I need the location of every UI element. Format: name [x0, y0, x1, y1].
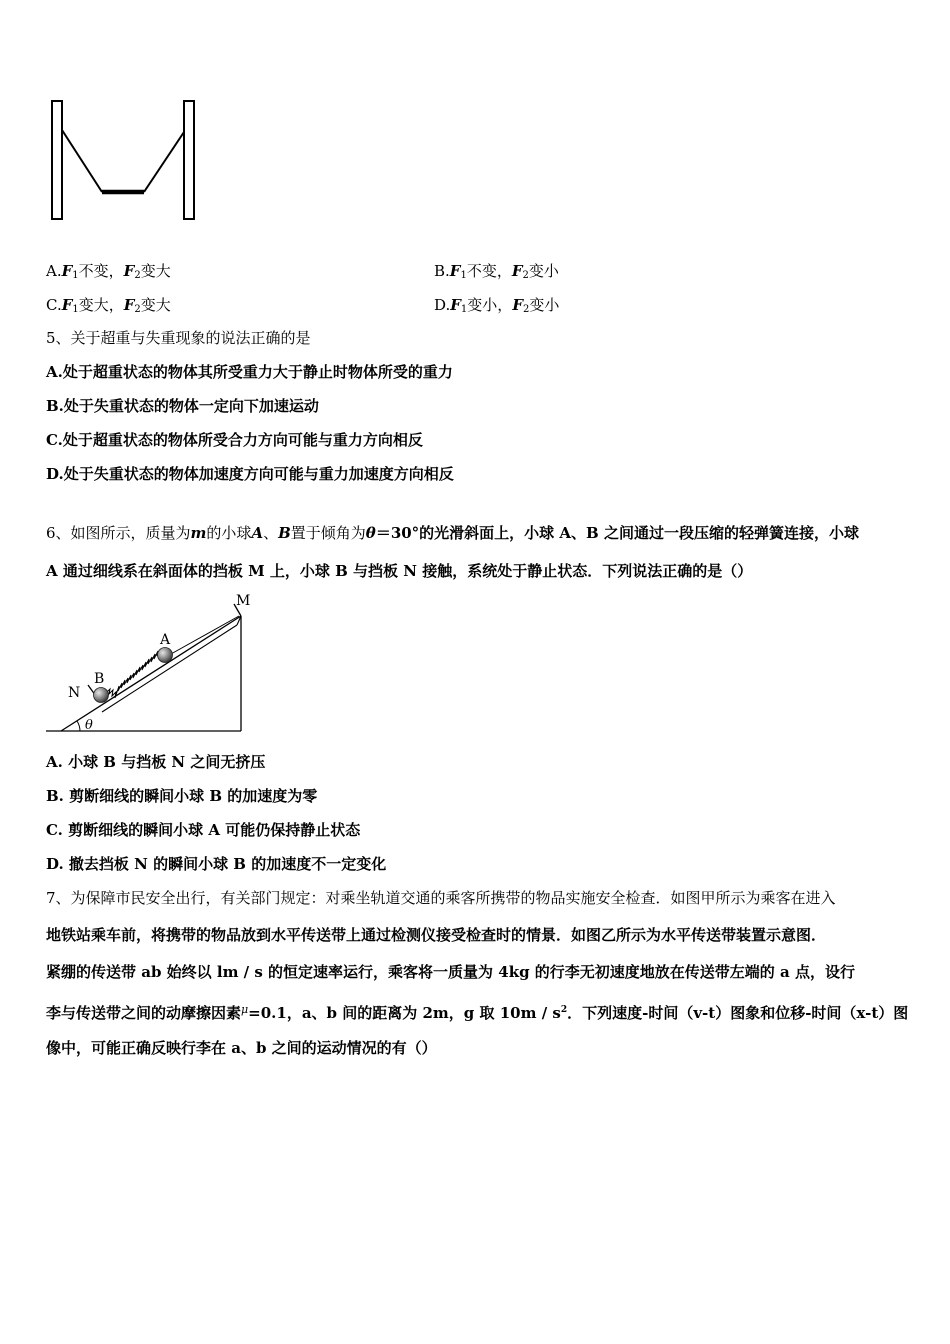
ball-a-symbol: A: [251, 524, 264, 542]
mass-symbol: m: [190, 524, 207, 542]
subscript: 1: [72, 270, 79, 281]
angle-arc: [77, 721, 80, 731]
q7-line1: 7、为保障市民安全出行，有关部门规定：对乘坐轨道交通的乘客所携带的物品实施安全检查．如图甲所示为乘客在进入: [46, 889, 836, 907]
right-post: [184, 101, 194, 219]
force-symbol: F: [123, 262, 135, 280]
stem-text: 6、如图所示，质量为: [46, 524, 191, 542]
force-symbol: F: [511, 262, 523, 280]
incline-surface: [61, 616, 241, 731]
hanging-rope-figure: [44, 96, 204, 226]
q6-option-c[interactable]: C. 剪断细线的瞬间小球 A 可能仍保持静止状态: [46, 821, 361, 839]
subscript: 1: [72, 304, 79, 315]
q7-line4: [46, 1000, 908, 1023]
subscript: 1: [460, 304, 468, 315]
label-theta: θ: [85, 718, 93, 733]
incline-figure: [44, 588, 264, 738]
mu-symbol: μ: [241, 1003, 249, 1016]
theta-symbol: θ: [365, 524, 376, 542]
q7-line2: 地铁站乘车前，将携带的物品放到水平传送带上通过检测仪接受检查时的情景．如图乙所示为水平传送带装置示意图．: [46, 926, 827, 944]
subscript: 2: [134, 304, 141, 315]
q4-option-b[interactable]: [434, 260, 559, 281]
option-text: 变小，: [467, 296, 513, 314]
option-letter: D.: [434, 296, 451, 314]
q4-option-a[interactable]: [46, 260, 171, 281]
force-symbol: F: [449, 262, 461, 280]
q7-line3: 紧绷的传送带 ab 始终以 lm / s 的恒定速率运行，乘客将一质量为 4kg 的行李无初速度地放在传送带左端的 a 点，设行: [46, 963, 855, 981]
label-m: M: [236, 593, 251, 609]
stem-text: ．下列速度-时间（v-t）图象和位移-时间（x-t）图: [567, 1004, 909, 1022]
stem-text: 李与传送带之间的动摩擦因素: [46, 1004, 242, 1022]
q4-option-c[interactable]: [46, 294, 171, 315]
stem-text: 、: [263, 524, 279, 542]
right-rope: [144, 132, 184, 192]
force-symbol: F: [450, 296, 461, 314]
force-symbol: F: [123, 296, 135, 314]
option-letter: C.: [46, 296, 62, 314]
option-text: 变小: [529, 296, 560, 314]
q7-line5: 像中，可能正确反映行李在 a、b 之间的运动情况的有（）: [46, 1039, 437, 1057]
q5-option-d[interactable]: D.处于失重状态的物体加速度方向可能与重力加速度方向相反: [46, 465, 454, 483]
stem-text: 置于倾角为: [290, 524, 366, 542]
q5-option-b[interactable]: B.处于失重状态的物体一定向下加速运动: [46, 397, 319, 415]
label-a: A: [160, 632, 171, 648]
force-symbol: F: [61, 262, 73, 280]
q6-option-b[interactable]: B. 剪断细线的瞬间小球 B 的加速度为零: [46, 787, 318, 805]
q6-stem-line1: [46, 523, 859, 543]
q6-option-a[interactable]: A. 小球 B 与挡板 N 之间无挤压: [46, 753, 266, 771]
subscript: 2: [134, 270, 141, 281]
option-text: 不变，: [466, 262, 512, 280]
option-letter: B.: [434, 262, 450, 280]
ball-a: [158, 648, 173, 663]
q5-option-c[interactable]: C.处于超重状态的物体所受合力方向可能与重力方向相反: [46, 431, 423, 449]
stem-text: 的小球: [206, 524, 252, 542]
left-post: [52, 101, 62, 219]
q6-stem-line2: A 通过细线系在斜面体的挡板 M 上，小球 B 与挡板 N 接触，系统处于静止状态．下列说法正确的是（）: [46, 562, 753, 580]
option-text: 变大: [140, 296, 171, 314]
q5-option-a[interactable]: A.处于超重状态的物体其所受重力大于静止时物体所受的重力: [46, 363, 453, 381]
option-text: 变小: [528, 262, 559, 280]
subscript: 1: [460, 270, 467, 281]
force-symbol: F: [512, 296, 523, 314]
option-text: 不变，: [78, 262, 124, 280]
option-text: 变大，: [78, 296, 124, 314]
superscript: 2: [560, 1005, 568, 1015]
thread: [171, 616, 239, 654]
stem-text: ＝30°的光滑斜面上，小球 A、B 之间通过一段压缩的轻弹簧连接，小球: [375, 524, 859, 542]
subscript: 2: [522, 270, 529, 281]
subscript: 2: [522, 304, 530, 315]
q5-stem: 5、关于超重与失重现象的说法正确的是: [46, 329, 311, 347]
ball-b-symbol: B: [278, 524, 291, 542]
option-letter: A.: [46, 262, 62, 280]
q6-option-d[interactable]: D. 撤去挡板 N 的瞬间小球 B 的加速度不一定变化: [46, 855, 387, 873]
q4-option-d[interactable]: [434, 294, 559, 315]
label-b: B: [94, 671, 105, 687]
stem-text: =0.1，a、b 间的距离为 2m，g 取 10m / s: [248, 1004, 561, 1022]
left-rope: [62, 130, 102, 192]
label-n: N: [68, 685, 81, 701]
force-symbol: F: [61, 296, 73, 314]
option-text: 变大: [140, 262, 171, 280]
ball-b: [94, 688, 109, 703]
